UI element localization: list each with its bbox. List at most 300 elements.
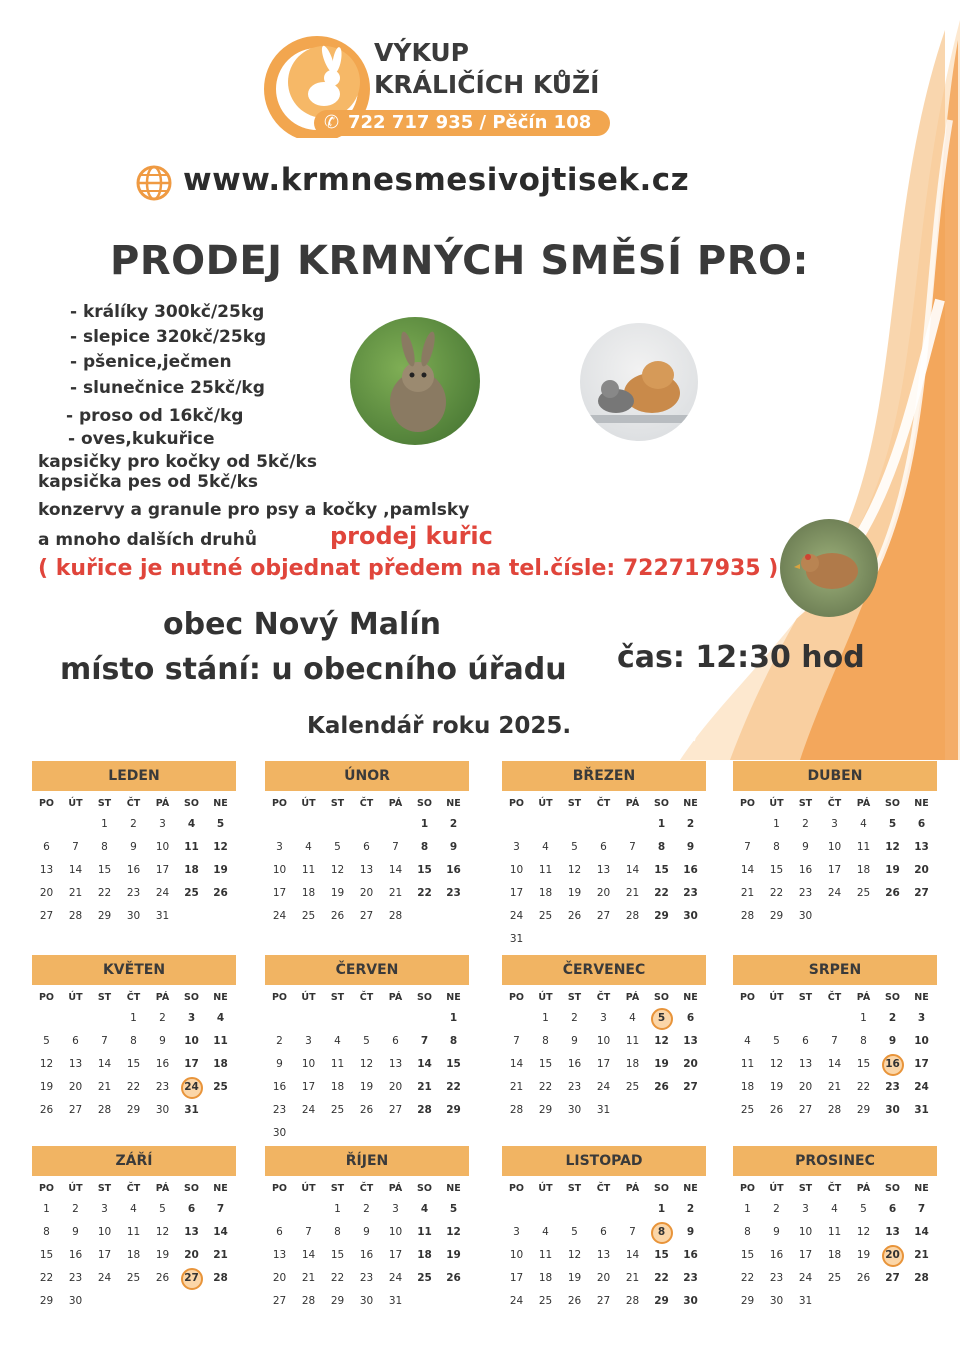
day-cell: 20 xyxy=(596,1272,611,1284)
day-cell: 29 xyxy=(654,1295,669,1307)
day-cell: 28 xyxy=(417,1104,432,1116)
month-grid xyxy=(32,795,236,928)
weekday-label: NE xyxy=(213,1183,228,1194)
empty-cell xyxy=(323,813,352,836)
empty-cell xyxy=(560,1198,589,1221)
day-cell: 16 xyxy=(126,864,141,876)
day-cell: 5 xyxy=(571,1226,578,1238)
day-cell: 23 xyxy=(567,1081,582,1093)
empty-cell xyxy=(531,813,560,836)
empty-cell xyxy=(294,1007,323,1030)
day-cell: 14 xyxy=(68,864,83,876)
weekday-label: ÚT xyxy=(68,798,83,809)
day-cell: 13 xyxy=(798,1058,813,1070)
day-cell: 30 xyxy=(683,910,698,922)
month-name: PROSINEC xyxy=(733,1146,937,1176)
day-cell: 18 xyxy=(184,864,199,876)
weekday-label: ST xyxy=(567,798,582,809)
day-cell: 2 xyxy=(363,1203,370,1215)
day-cell: 26 xyxy=(654,1081,669,1093)
day-cell: 5 xyxy=(571,841,578,853)
day-cell: 17 xyxy=(272,887,287,899)
weekday-label: PO xyxy=(739,992,756,1003)
month-grid xyxy=(32,989,236,1122)
day-cell: 7 xyxy=(917,1203,926,1215)
day-cell: 15 xyxy=(39,1249,54,1261)
day-cell-highlighted: 8 xyxy=(647,1221,676,1244)
day-cell: 21 xyxy=(625,1272,640,1284)
day-cell: 7 xyxy=(392,841,399,853)
day-cell: 27 xyxy=(683,1081,698,1093)
day-cell: 1 xyxy=(657,818,666,830)
day-cell: 3 xyxy=(831,818,838,830)
month-2 xyxy=(265,761,469,928)
day-cell: 15 xyxy=(654,864,669,876)
day-cell: 31 xyxy=(596,1104,611,1116)
month-10 xyxy=(265,1146,469,1313)
day-cell: 12 xyxy=(213,841,228,853)
day-cell: 27 xyxy=(39,910,54,922)
month-name: ČERVEN xyxy=(265,955,469,985)
day-cell: 9 xyxy=(773,1226,780,1238)
empty-cell xyxy=(531,1198,560,1221)
day-cell: 15 xyxy=(856,1058,871,1070)
day-cell: 14 xyxy=(625,864,640,876)
day-cell: 29 xyxy=(330,1295,345,1307)
day-cell: 14 xyxy=(301,1249,316,1261)
day-cell: 17 xyxy=(97,1249,112,1261)
weekday-label: NE xyxy=(914,1183,929,1194)
weekday-label: ČT xyxy=(827,798,842,809)
day-cell: 15 xyxy=(97,864,112,876)
day-cell: 26 xyxy=(567,910,582,922)
day-cell: 10 xyxy=(184,1035,199,1047)
day-cell: 8 xyxy=(334,1226,341,1238)
month-3 xyxy=(502,761,706,951)
day-cell: 16 xyxy=(155,1058,170,1070)
day-cell: 4 xyxy=(216,1012,225,1024)
day-cell: 14 xyxy=(740,864,755,876)
day-cell: 24 xyxy=(596,1081,611,1093)
month-grid xyxy=(265,795,469,928)
day-cell: 26 xyxy=(330,910,345,922)
day-cell: 20 xyxy=(596,887,611,899)
day-cell: 9 xyxy=(276,1058,283,1070)
day-cell: 16 xyxy=(683,1249,698,1261)
month-11 xyxy=(502,1146,706,1313)
day-cell: 18 xyxy=(417,1249,432,1261)
day-cell: 23 xyxy=(359,1272,374,1284)
month-grid xyxy=(733,989,937,1122)
day-cell: 11 xyxy=(625,1035,640,1047)
day-cell: 17 xyxy=(827,864,842,876)
day-cell: 31 xyxy=(798,1295,813,1307)
day-cell: 5 xyxy=(363,1035,370,1047)
day-cell: 5 xyxy=(43,1035,50,1047)
weekday-label: ÚT xyxy=(301,798,316,809)
day-cell: 25 xyxy=(301,910,316,922)
month-name: DUBEN xyxy=(733,761,937,791)
day-cell: 26 xyxy=(769,1104,784,1116)
weekday-label: ČT xyxy=(596,798,611,809)
empty-cell xyxy=(410,1007,439,1030)
day-cell: 11 xyxy=(856,841,871,853)
weekday-label: ČT xyxy=(126,1183,141,1194)
day-cell: 18 xyxy=(856,864,871,876)
weekday-label: ST xyxy=(97,798,112,809)
empty-cell xyxy=(733,1007,762,1030)
day-cell-highlighted: 16 xyxy=(878,1053,907,1076)
day-cell: 16 xyxy=(68,1249,83,1261)
weekday-label: ÚT xyxy=(301,992,316,1003)
day-cell: 10 xyxy=(509,864,524,876)
day-cell: 29 xyxy=(769,910,784,922)
month-grid xyxy=(502,1180,706,1313)
day-cell: 13 xyxy=(885,1226,900,1238)
day-cell-highlighted: 24 xyxy=(177,1076,206,1099)
day-cell: 25 xyxy=(330,1104,345,1116)
weekday-label: ČT xyxy=(359,1183,374,1194)
day-cell: 1 xyxy=(657,1203,666,1215)
day-cell: 5 xyxy=(773,1035,780,1047)
day-cell: 29 xyxy=(126,1104,141,1116)
day-cell: 31 xyxy=(388,1295,403,1307)
empty-cell xyxy=(294,813,323,836)
empty-cell xyxy=(90,1007,119,1030)
day-cell: 25 xyxy=(126,1272,141,1284)
weekday-label: SO xyxy=(885,992,900,1003)
day-cell: 15 xyxy=(330,1249,345,1261)
day-cell: 3 xyxy=(305,1035,312,1047)
day-cell: 13 xyxy=(39,864,54,876)
weekday-label: ÚT xyxy=(538,798,553,809)
day-cell: 23 xyxy=(272,1104,287,1116)
day-cell: 19 xyxy=(39,1081,54,1093)
day-cell: 12 xyxy=(39,1058,54,1070)
month-name: KVĚTEN xyxy=(32,955,236,985)
month-name: ČERVENEC xyxy=(502,955,706,985)
day-cell: 26 xyxy=(856,1272,871,1284)
day-cell: 30 xyxy=(798,910,813,922)
day-cell: 26 xyxy=(885,887,900,899)
day-cell: 16 xyxy=(272,1081,287,1093)
day-cell: 6 xyxy=(72,1035,79,1047)
day-cell: 8 xyxy=(773,841,780,853)
day-cell: 28 xyxy=(914,1272,929,1284)
day-cell: 27 xyxy=(596,910,611,922)
empty-cell xyxy=(265,1007,294,1030)
day-cell: 20 xyxy=(39,887,54,899)
day-cell: 28 xyxy=(827,1104,842,1116)
weekday-label: PO xyxy=(739,1183,756,1194)
logo-line2: KRÁLIČÍCH KŮŽÍ xyxy=(374,70,600,99)
day-cell: 21 xyxy=(213,1249,228,1261)
day-cell: 18 xyxy=(827,1249,842,1261)
day-cell: 15 xyxy=(126,1058,141,1070)
weekday-label: ÚT xyxy=(68,992,83,1003)
day-cell: 7 xyxy=(513,1035,520,1047)
day-cell: 29 xyxy=(856,1104,871,1116)
weekday-label: PÁ xyxy=(625,798,640,809)
weekday-label: NE xyxy=(213,798,228,809)
day-cell: 21 xyxy=(740,887,755,899)
day-cell: 21 xyxy=(97,1081,112,1093)
day-cell: 2 xyxy=(802,818,809,830)
month-name: LISTOPAD xyxy=(502,1146,706,1176)
day-cell: 19 xyxy=(330,887,345,899)
month-7 xyxy=(502,955,706,1122)
day-cell: 29 xyxy=(39,1295,54,1307)
weekday-label: ÚT xyxy=(769,798,784,809)
weekday-label: SO xyxy=(417,992,432,1003)
day-cell: 19 xyxy=(359,1081,374,1093)
day-cell: 21 xyxy=(827,1081,842,1093)
day-cell: 1 xyxy=(334,1203,341,1215)
day-cell: 5 xyxy=(159,1203,166,1215)
day-cell: 2 xyxy=(159,1012,166,1024)
day-cell: 2 xyxy=(72,1203,79,1215)
day-cell: 19 xyxy=(885,864,900,876)
day-cell: 19 xyxy=(856,1249,871,1261)
day-cell: 22 xyxy=(446,1081,461,1093)
month-name: ZÁŘÍ xyxy=(32,1146,236,1176)
day-cell: 13 xyxy=(683,1035,698,1047)
weekday-label: ÚT xyxy=(301,1183,316,1194)
day-cell: 30 xyxy=(272,1127,287,1139)
weekday-label: PO xyxy=(508,798,525,809)
weekday-label: SO xyxy=(417,1183,432,1194)
month-1 xyxy=(32,761,236,928)
weekday-label: PO xyxy=(38,1183,55,1194)
day-cell: 12 xyxy=(769,1058,784,1070)
day-cell: 13 xyxy=(388,1058,403,1070)
day-cell: 19 xyxy=(155,1249,170,1261)
day-cell: 9 xyxy=(363,1226,370,1238)
day-cell: 14 xyxy=(914,1226,929,1238)
day-cell: 8 xyxy=(101,841,108,853)
day-cell: 30 xyxy=(769,1295,784,1307)
day-cell: 16 xyxy=(567,1058,582,1070)
day-cell: 7 xyxy=(305,1226,312,1238)
day-cell: 9 xyxy=(802,841,809,853)
day-cell: 21 xyxy=(68,887,83,899)
month-5 xyxy=(32,955,236,1122)
day-cell: 11 xyxy=(538,1249,553,1261)
day-cell: 25 xyxy=(538,1295,553,1307)
day-cell: 23 xyxy=(683,1272,698,1284)
day-cell: 7 xyxy=(420,1035,429,1047)
empty-cell xyxy=(618,1198,647,1221)
day-cell: 24 xyxy=(301,1104,316,1116)
day-cell: 2 xyxy=(449,818,458,830)
day-cell: 9 xyxy=(159,1035,166,1047)
day-cell: 25 xyxy=(740,1104,755,1116)
day-cell: 21 xyxy=(417,1081,432,1093)
day-cell: 12 xyxy=(654,1035,669,1047)
day-cell: 6 xyxy=(686,1012,695,1024)
day-cell: 21 xyxy=(509,1081,524,1093)
day-cell: 19 xyxy=(213,864,228,876)
day-cell: 9 xyxy=(72,1226,79,1238)
day-cell: 18 xyxy=(301,887,316,899)
day-cell: 11 xyxy=(184,841,199,853)
day-cell: 3 xyxy=(802,1203,809,1215)
day-cell: 9 xyxy=(686,841,695,853)
day-cell: 14 xyxy=(213,1226,228,1238)
day-cell: 7 xyxy=(216,1203,225,1215)
day-cell: 30 xyxy=(885,1104,900,1116)
day-cell: 27 xyxy=(359,910,374,922)
weekday-label: ČT xyxy=(827,1183,842,1194)
day-cell: 3 xyxy=(101,1203,108,1215)
day-cell: 10 xyxy=(914,1035,929,1047)
empty-cell xyxy=(294,1198,323,1221)
day-cell: 13 xyxy=(596,864,611,876)
day-cell: 28 xyxy=(68,910,83,922)
empty-cell xyxy=(589,1198,618,1221)
empty-cell xyxy=(352,813,381,836)
day-cell: 29 xyxy=(538,1104,553,1116)
empty-cell xyxy=(733,813,762,836)
day-cell: 30 xyxy=(683,1295,698,1307)
logo-line1: VÝKUP xyxy=(374,38,470,67)
day-cell: 31 xyxy=(509,933,524,945)
day-cell: 4 xyxy=(744,1035,751,1047)
weekday-label: PÁ xyxy=(388,798,403,809)
day-cell: 26 xyxy=(155,1272,170,1284)
hen-photo xyxy=(780,519,878,617)
website-url[interactable]: www.krmnesmesivojtisek.cz xyxy=(183,162,690,198)
day-cell: 10 xyxy=(272,864,287,876)
day-cell: 3 xyxy=(159,818,166,830)
weekday-label: NE xyxy=(683,992,698,1003)
weekday-label: SO xyxy=(184,798,199,809)
day-cell: 3 xyxy=(600,1012,607,1024)
day-cell: 29 xyxy=(97,910,112,922)
day-cell: 13 xyxy=(359,864,374,876)
day-cell: 4 xyxy=(831,1203,838,1215)
day-cell: 5 xyxy=(216,818,225,830)
weekday-label: SO xyxy=(417,798,432,809)
day-cell: 14 xyxy=(625,1249,640,1261)
empty-cell xyxy=(32,813,61,836)
day-cell: 6 xyxy=(392,1035,399,1047)
day-cell: 13 xyxy=(596,1249,611,1261)
day-cell: 24 xyxy=(827,887,842,899)
day-cell: 20 xyxy=(914,864,929,876)
day-cell: 1 xyxy=(130,1012,137,1024)
month-grid xyxy=(502,795,706,951)
day-cell: 30 xyxy=(68,1295,83,1307)
weekday-label: PO xyxy=(508,1183,525,1194)
day-cell: 28 xyxy=(388,910,403,922)
day-cell: 31 xyxy=(155,910,170,922)
day-cell: 30 xyxy=(567,1104,582,1116)
weekday-label: SO xyxy=(885,798,900,809)
weekday-label: NE xyxy=(914,992,929,1003)
weekday-label: ČT xyxy=(126,798,141,809)
weekday-label: ÚT xyxy=(68,1183,83,1194)
weekday-label: PÁ xyxy=(155,798,170,809)
day-cell: 12 xyxy=(359,1058,374,1070)
day-cell: 10 xyxy=(97,1226,112,1238)
day-cell: 23 xyxy=(155,1081,170,1093)
day-cell: 26 xyxy=(567,1295,582,1307)
day-cell: 6 xyxy=(187,1203,196,1215)
weekday-label: ST xyxy=(330,1183,345,1194)
weekday-label: PO xyxy=(271,992,288,1003)
day-cell: 28 xyxy=(509,1104,524,1116)
weekday-label: PÁ xyxy=(388,1183,403,1194)
day-cell: 2 xyxy=(571,1012,578,1024)
day-cell: 6 xyxy=(276,1226,283,1238)
day-cell: 19 xyxy=(769,1081,784,1093)
day-cell: 29 xyxy=(740,1295,755,1307)
day-cell: 17 xyxy=(509,1272,524,1284)
day-cell: 6 xyxy=(363,841,370,853)
empty-cell xyxy=(381,1007,410,1030)
day-cell: 1 xyxy=(860,1012,867,1024)
day-cell: 21 xyxy=(625,887,640,899)
day-cell: 6 xyxy=(802,1035,809,1047)
day-cell: 1 xyxy=(744,1203,751,1215)
day-cell: 9 xyxy=(449,841,458,853)
day-cell: 17 xyxy=(596,1058,611,1070)
product-item: kapsičky pro kočky od 5kč/ks xyxy=(38,452,317,472)
day-cell: 22 xyxy=(330,1272,345,1284)
day-cell: 18 xyxy=(213,1058,228,1070)
day-cell: 30 xyxy=(359,1295,374,1307)
day-cell: 1 xyxy=(43,1203,50,1215)
day-cell: 20 xyxy=(683,1058,698,1070)
day-cell: 19 xyxy=(446,1249,461,1261)
day-cell: 30 xyxy=(126,910,141,922)
day-cell: 29 xyxy=(654,910,669,922)
day-cell: 6 xyxy=(43,841,50,853)
product-item: - králíky 300kč/25kg xyxy=(70,302,265,322)
empty-cell xyxy=(32,1007,61,1030)
day-cell: 2 xyxy=(888,1012,897,1024)
day-cell: 1 xyxy=(449,1012,458,1024)
day-cell: 22 xyxy=(538,1081,553,1093)
globe-icon xyxy=(135,164,173,202)
day-cell: 8 xyxy=(744,1226,751,1238)
day-cell: 4 xyxy=(305,841,312,853)
place: obec Nový Malín xyxy=(163,607,441,642)
day-cell: 9 xyxy=(686,1226,695,1238)
day-cell: 24 xyxy=(509,910,524,922)
weekday-label: SO xyxy=(654,1183,669,1194)
weekday-label: ST xyxy=(798,992,813,1003)
weekday-label: PÁ xyxy=(625,992,640,1003)
day-cell: 1 xyxy=(101,818,108,830)
day-cell: 28 xyxy=(740,910,755,922)
day-cell: 12 xyxy=(885,841,900,853)
day-cell: 17 xyxy=(301,1081,316,1093)
product-item: - slepice 320kč/25kg xyxy=(70,327,267,347)
day-cell: 14 xyxy=(97,1058,112,1070)
weekday-label: PÁ xyxy=(625,1183,640,1194)
day-cell: 20 xyxy=(798,1081,813,1093)
day-cell: 29 xyxy=(446,1104,461,1116)
weekday-label: ÚT xyxy=(769,1183,784,1194)
day-cell: 27 xyxy=(68,1104,83,1116)
day-cell: 17 xyxy=(388,1249,403,1261)
day-cell: 10 xyxy=(596,1035,611,1047)
day-cell: 15 xyxy=(654,1249,669,1261)
day-cell: 11 xyxy=(301,864,316,876)
weekday-label: PO xyxy=(38,992,55,1003)
